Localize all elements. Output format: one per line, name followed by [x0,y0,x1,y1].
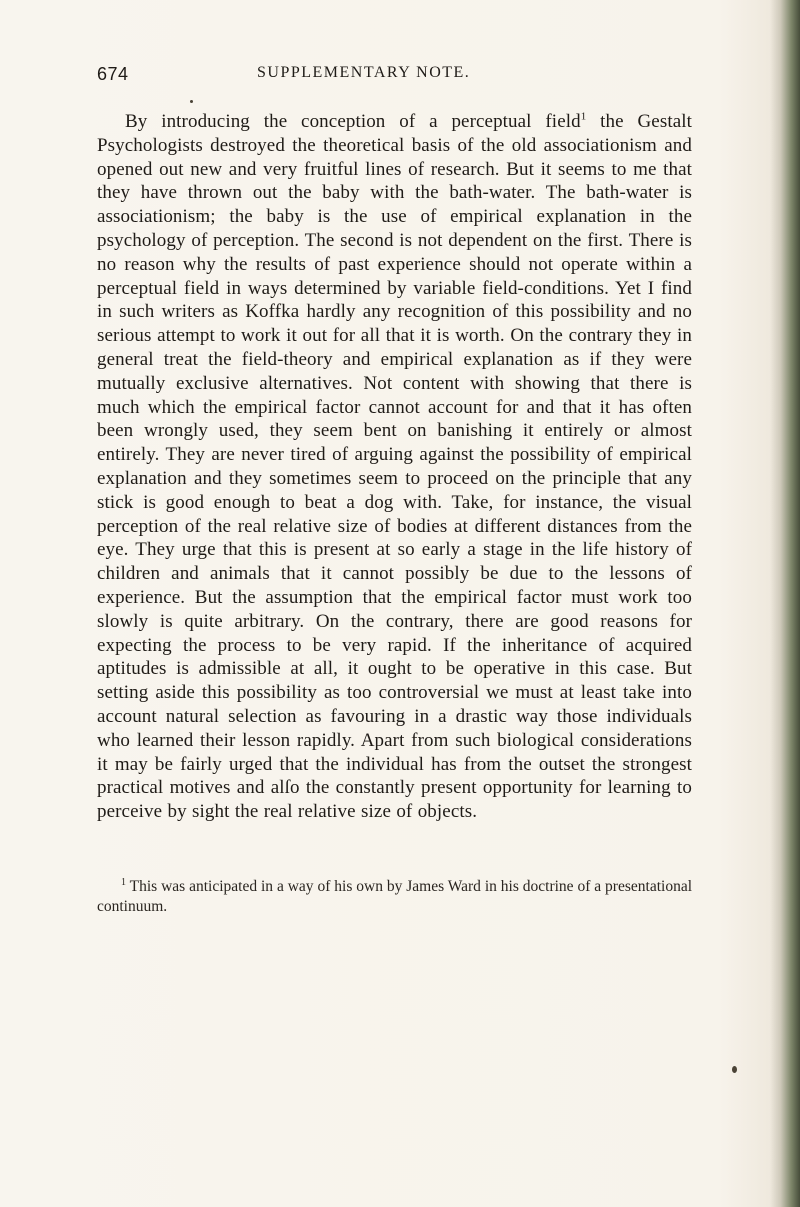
binding-edge [770,0,800,1207]
body-paragraph [97,110,692,824]
footnote [97,877,692,917]
body-text-part2: the Gestalt Psychologists destroyed the theoretical basis of the old associationism and opened out new and very fruitful lines of research. But it seems to me that they have thrown out the baby with the bath-water. The bath-water is associationism; the baby is the use of empirical explanation in the psychology of perception. The second is not dependent on the first. There is no reason why the results of past experience should not operate within a perceptual field in ways determined by variable field-conditions. Yet I find in such writers as Koffka hardly any recognition of this possibility and no serious attempt to work it out for all that it is worth. On the contrary they in general treat the field-theory and empirical explanation as if they were mutually exclusive alternatives. Not content with showing that there is much which the empirical factor cannot account for and that it has often been wrongly used, they seem bent on banishing it entirely or almost entirely. They are never tired of arguing against the possibility of empirical explanation and they sometimes seem to proceed on the principle that any stick is good enough to beat a dog with. Take, for instance, the visual perception of the real relative size of bodies at different distances from the eye. They urge that this is present at so early a stage in the life history of children and animals that it cannot possibly be due to the lessons of experience. But the assumption that the empirical factor must work too slowly is quite arbitrary. On the contrary, there are good reasons for expecting the process to be very rapid. If the inheritance of acquired aptitudes is admissible at all, it ought to be operative in this case. But setting aside this possibility as too controversial we must at least take into account natural selection as favouring in a drastic way those individuals who learned their lesson rapidly. Apart from such biological considerations it may be fairly urged that the individual has from the outset the strongest practical motives and alſo the constantly present opportunity for learning to perceive by sight the real relative size of objects. [97,111,692,823]
running-head: SUPPLEMENTARY NOTE. [257,64,471,81]
footnote-text: This was anticipated in a way of his own by James Ward in his doctrine of a presentational continuum. [97,878,692,915]
footnote-reference: 1 [580,110,587,123]
footnote-marker: 1 [121,876,126,888]
page-number: 674 [97,64,129,84]
body-text-part1: By introducing the conception of a perceptual field [125,111,581,132]
print-speck [190,100,193,103]
page-header [97,64,692,88]
print-speck [732,1066,737,1073]
